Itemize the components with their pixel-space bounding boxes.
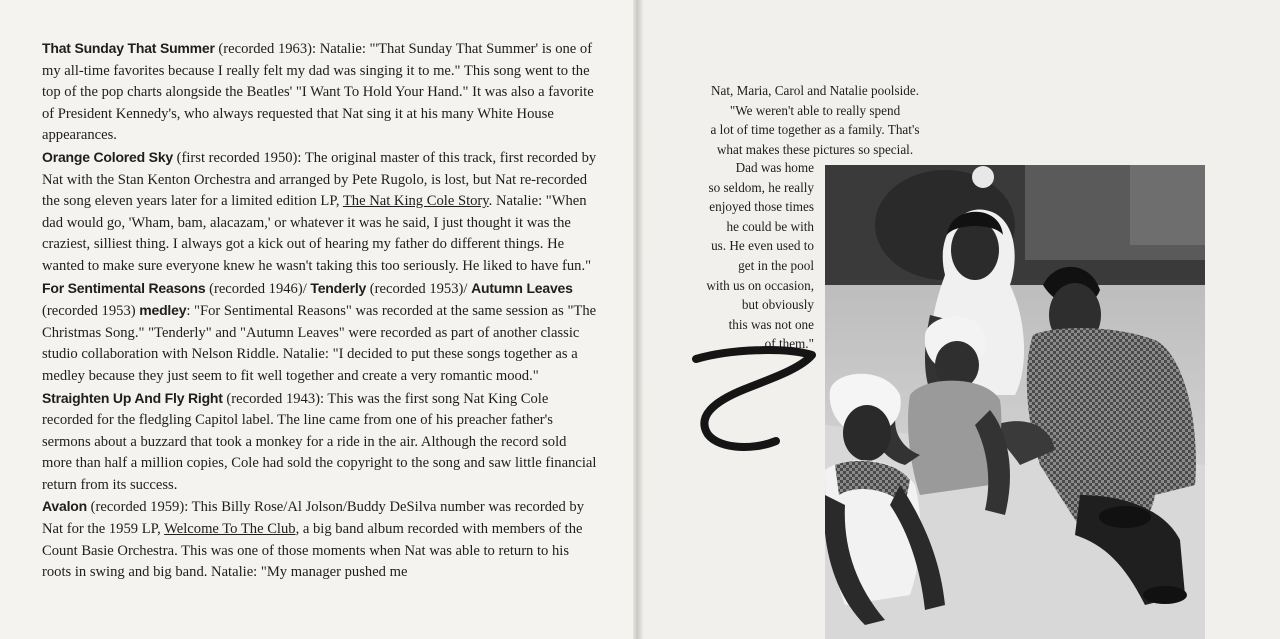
song-title: Autumn Leaves (471, 279, 573, 296)
left-page (0, 0, 637, 639)
song-description: , a big band album recorded with members of the Count Basie Orchestra. This was one of those moments when Nat was able to return to his roots in swing and big band. Natalie: "My manager pushed me (42, 521, 583, 581)
song-description: (recorded 1959): This Billy Rose/Al Jolson/Buddy DeSilva number was recorded by Nat for the 1959 LP, (42, 499, 585, 538)
caption-line: so seldom, he really (708, 179, 814, 195)
song-title: Tenderly (310, 279, 367, 296)
entry-avalon (42, 496, 598, 583)
song-title: That Sunday That Summer (42, 40, 215, 56)
song-description: (recorded 1953) (42, 303, 140, 320)
song-description: (recorded 1953)/ (366, 280, 472, 297)
album-title: The Nat King Cole Story (342, 193, 489, 210)
song-title: medley (139, 302, 187, 319)
song-description: (recorded 1946)/ (205, 280, 311, 297)
caption-line: "We weren't able to really spend (729, 102, 901, 118)
caption-line: this was not one (728, 316, 814, 332)
song-title: For Sentimental Reasons (42, 279, 206, 296)
entry-that-sunday-that-summer (42, 38, 598, 147)
book-spine (633, 0, 643, 639)
entry-straighten-up (42, 388, 598, 497)
caption-line: a lot of time together as a family. That's (710, 122, 920, 138)
song-description: . Natalie: "When dad would go, 'Wham, bam, alacazam,' or whatever it was he said, I just thought it was the craziest, silliest thing. I always got a kick out of hearing my father do different things. He wanted to make sure everyone knew he wasn't taking this too seriously. He liked to have fun." (42, 193, 592, 274)
song-description: (recorded 1963): Natalie: "'That Sunday That Summer' is one of my all-time favorites because I really felt my dad was singing it to me." This song went to the top of the pop charts alongside the Beatles' "I Want To Hold Your Hand." It was also a favorite of President Kennedy's, who always requested that Nat sing it at his many White House appearances. (42, 41, 594, 144)
photo-caption-top (700, 81, 930, 159)
liner-notes-text (42, 38, 598, 584)
caption-line: but obviously (741, 297, 814, 313)
song-title: Orange Colored Sky (42, 148, 173, 165)
song-description: (recorded 1943): This was the first song Nat King Cole recorded for the fledgling Capitol label. The line came from one of his preacher father's sermons about a buzzard that took a monkey for a ride in the air. Although the record sold more than half a million copies, Cole had sold the copyright to the song and saw little financial return from its success. (42, 390, 597, 493)
caption-line: he could be with (726, 218, 814, 234)
song-title: Straighten Up And Fly Right (42, 389, 223, 406)
album-title: Welcome To The Club (164, 521, 296, 538)
caption-line: of them." (764, 336, 814, 352)
song-description: : "For Sentimental Reasons" was recorded at the same session as "The Christmas Song." "Tenderly" and "Autumn Leaves" were recorded as part of another classic studio collaboration with Nelson Riddle. Natalie: "I decided to put these songs together as a medley because they just seem to fit well together and create a very romantic mood." (42, 303, 597, 384)
caption-line: Dad was home (735, 160, 814, 175)
song-description: (first recorded 1950): The original master of this track, first recorded by Nat with the Stan Kenton Orchestra and arranged by Pete Rugolo, is lost, but Nat re-recorded the song eleven years later for a limited edition LP, (42, 149, 597, 210)
caption-line: enjoyed those times (709, 199, 814, 215)
caption-line: us. He even used to (711, 238, 814, 254)
caption-line: what makes these pictures so special. (716, 141, 914, 157)
caption-line: Nat, Maria, Carol and Natalie poolside. (710, 83, 919, 98)
entry-medley (42, 278, 598, 388)
photo-caption-side (696, 158, 814, 354)
caption-line: with us on occasion, (706, 277, 814, 293)
caption-line: get in the pool (738, 257, 814, 273)
family-poolside-photo (825, 165, 1205, 639)
song-title: Avalon (42, 498, 87, 515)
brush-squiggle-decoration (690, 345, 820, 460)
entry-orange-colored-sky (42, 147, 598, 278)
